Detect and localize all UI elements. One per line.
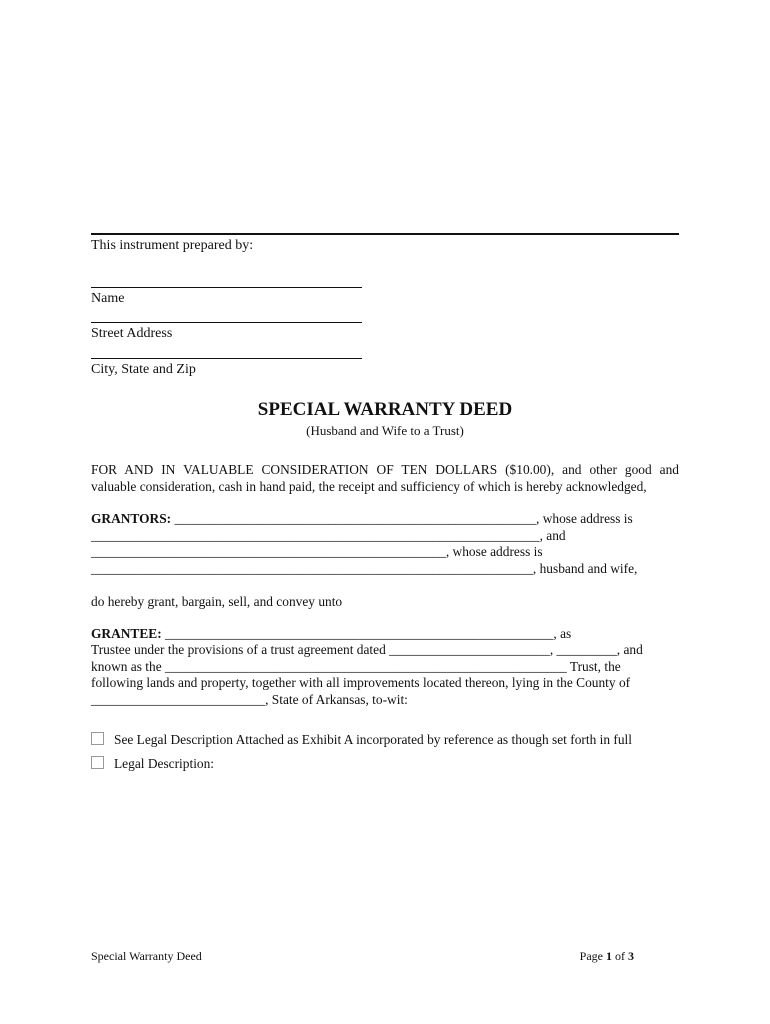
- grantee-line-5-tail: , State of Arkansas, to-wit:: [265, 692, 408, 707]
- trust-name-field[interactable]: ____________________________________________________________: [165, 659, 567, 674]
- legal-description-label: Legal Description:: [114, 756, 215, 771]
- exhibit-a-label: See Legal Description Attached as Exhibit A incorporated by reference as though set forth in full: [114, 732, 632, 747]
- grantee-label: GRANTEE:: [91, 626, 162, 641]
- grantors-line-2-tail: , and: [539, 528, 566, 543]
- grantee-line-2: [91, 642, 643, 658]
- page-word: Page: [579, 949, 603, 963]
- street-label: Street Address: [91, 326, 173, 341]
- page-total: 3: [628, 949, 634, 963]
- grantors-line-3: [91, 544, 543, 560]
- consideration-line-2: valuable consideration, cash in hand paid, the receipt and sufficiency of which is hereby acknowledged,: [91, 479, 647, 494]
- grantors-line-3-tail: , whose address is: [445, 544, 543, 559]
- consideration-paragraph: [91, 462, 679, 478]
- exhibit-a-checkbox[interactable]: [91, 732, 104, 745]
- trust-year-field[interactable]: , _________: [549, 642, 617, 657]
- grantee-line-1: [91, 626, 571, 642]
- document-subtitle: (Husband and Wife to a Trust): [306, 423, 464, 438]
- grantors-line-4-tail: , husband and wife,: [532, 561, 638, 576]
- legal-description-checkbox[interactable]: [91, 756, 104, 769]
- city-label: City, State and Zip: [91, 362, 196, 377]
- grantors-label: GRANTORS:: [91, 511, 172, 526]
- county-field[interactable]: __________________________: [91, 692, 266, 707]
- grantors-line-1-tail: , whose address is: [536, 511, 633, 526]
- name-field-line[interactable]: [91, 287, 362, 288]
- consideration-line-1: FOR AND IN VALUABLE CONSIDERATION OF TEN DOLLARS ($10.00), and other good and: [91, 462, 679, 477]
- page-current: 1: [606, 949, 612, 963]
- grantor-2-address-field[interactable]: __________________________________________________________________: [91, 561, 533, 576]
- grantee-line-3-tail: Trust, the: [569, 659, 621, 674]
- grantor-1-name-field[interactable]: ______________________________________________________: [174, 511, 537, 526]
- city-field-line[interactable]: [91, 358, 362, 359]
- prepared-by-heading: This instrument prepared by:: [91, 238, 254, 253]
- top-rule: [91, 233, 679, 235]
- grantee-line-2-tail: , and: [616, 642, 643, 657]
- grantors-line-1: [91, 511, 633, 527]
- document-title: SPECIAL WARRANTY DEED: [257, 399, 513, 420]
- grantor-1-address-field[interactable]: ___________________________________________________________________: [91, 528, 540, 543]
- trustee-name-field[interactable]: __________________________________________________________: [165, 626, 554, 641]
- grantors-line-4: [91, 561, 637, 577]
- trust-date-field[interactable]: ________________________: [389, 642, 550, 657]
- grantee-line-1-tail: , as: [553, 626, 572, 641]
- street-field-line[interactable]: [91, 322, 362, 323]
- grantee-line-2-text: Trustee under the provisions of a trust agreement dated: [91, 642, 386, 657]
- grantors-line-2: [91, 528, 566, 544]
- grantee-line-3-text: known as the: [91, 659, 162, 674]
- grantee-line-3: [91, 659, 621, 675]
- of-word: of: [615, 949, 625, 963]
- page-number: [540, 949, 634, 964]
- grantee-line-5: [91, 692, 408, 708]
- name-label: Name: [91, 291, 125, 306]
- grantor-2-name-field[interactable]: _____________________________________________________: [91, 544, 446, 559]
- convey-text: do hereby grant, bargain, sell, and convey unto: [91, 594, 343, 609]
- grantee-line-4: following lands and property, together with all improvements located thereon, lying in the County of: [91, 675, 631, 690]
- footer-title: Special Warranty Deed: [91, 949, 202, 963]
